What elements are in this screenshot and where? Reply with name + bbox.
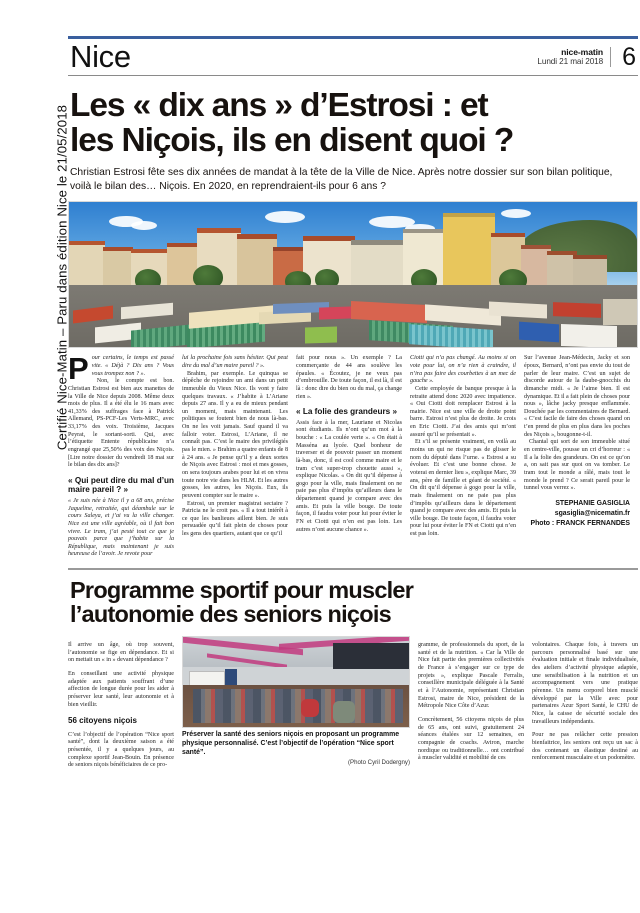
masthead [68, 39, 638, 75]
article1-col4-p2: Cette employée de banque presque à la retraite attend donc 2020 avec impatience. « Oui Ciotti doit remplacer Estrosi à la mairie. Nice est une ville de droite point barre. Estrosi n’est plus de droite. Je crois en Eric Ciotti. J’ai des amis qui m’ont assuré qu’il se présentait ». [410, 385, 516, 438]
article1-column-1 [68, 351, 174, 559]
article1-col3-p2: Assis face à la mer, Lauriane et Nicolas sont étudiants. Ils n’ont qu’un mot à la bouche : « La coulée verte ». « On était à Masséna au lycée. Quel bonheur de traverser et de pouvoir passer un moment là-bas, donc, il est cool comme maire et le tram c’est super-trop chouette aussi », explique Nicolas. « On dit qu’il dépense à gogo pour la ville, mais finalement on ne paie pas plus d’impôts qu’ailleurs dans le département quand je compare avec des amis. Et puis la ville bouge. De toute façon, il faudra voter pour lui pour éviter le FN et Ciotti qui n’en est pas loin. Les autres n’ont aucune chance ». [296, 419, 402, 533]
article1-hero-photo [68, 201, 638, 348]
article1-col3-p1: fait pour nous ». Un exemple ? La commerçante de 44 ans soulève les épaules. « Écoutez, je ne veux pas d’embrouille. De toute façon, il est là, il est là : donc dire du bien ou du mal, ça change rien ». [296, 355, 402, 400]
article1-headline-line2: les Niçois, ils en disent quoi ? [70, 121, 514, 159]
article2-photo-credit: (Photo Cyril Dodergny) [348, 758, 410, 766]
article1-col1-subhead: « Qui peut dire du mal d’un maire pareil ? » [68, 475, 174, 495]
photo-building [443, 213, 495, 295]
article2-col1-p1: Il arrive un âge, où trop souvent, l’autonomie se fige en dépendance. Et si on mettait un « in » devant dépendance ? [68, 641, 174, 664]
photo-market-stall [519, 322, 559, 343]
article2-headline-line1: Programme sportif pour muscler [70, 576, 414, 603]
photo-market-stall [553, 303, 601, 319]
photo-banner [333, 643, 410, 669]
article2-col1-p2: En conseillant une activité physique adaptée aux patients souffrant d’une affection de longue durée pour les aider à préserver leur santé, leur autonomie et à bien vieillir. [68, 671, 174, 708]
article-separator-rule [68, 568, 638, 569]
article1-col1-p1: Pour certains, le temps est passé vite. « Déjà ? Dix ans ? Vous vous trompez non ? ». [68, 351, 174, 387]
article1-columns [68, 351, 638, 559]
article1-col5-p2: Chantal qui sort de son immeuble situé en centre-ville, pousse un cri d’horreur : « Il a la folie des grandeurs. On est ce qu’on a, on sait pas sur quoi on va tomber. Le tram tout le monde a râlé, mais tout le monde le prend ? Ce serait pareil pour le tunnel vous verrez ». [524, 439, 630, 492]
article1-standfirst: Christian Estrosi fête ses dix années de mandat à la tête de la Ville de Nice. Après notre dossier sur son bilan politique, voilà le bilan des… Niçois. En 2020, en reprendraient-ils pour 6 ans ? [70, 167, 613, 192]
byline-author: STEPHANIE GASIGLIA [555, 499, 630, 507]
article1-col2-p1: lui la prochaine fois sans hésiter. Qui peut dire du mal d’un maire pareil ? ». [182, 355, 288, 369]
article1-column-4 [410, 355, 516, 559]
section-title: Nice [70, 39, 131, 74]
article2-headline-line2: l’autonomie des seniors niçois [70, 601, 391, 628]
photo-audience-person [333, 701, 355, 723]
article1-col4-p3: Et s’il se présente vraiment, en voilà au moins un qui ne risque pas de glisser le nom du député dans l’urne. « Estrosi a su évoluer. Et c’est une bonne chose. Je voterai en dernier lieu », explique Marc, 39 ans, père de famille et géant de société. « On dit qu’il dépense à gogo pour la ville, mais finalement on ne paie pas plus d’impôts qu’ailleurs dans le département quand je compare avec des amis. Et puis la ville bouge. De toute façon, il faudra voter pour lui pour éviter le FN et Ciotti qui n’en est pas loin. [410, 439, 516, 538]
article1-byline [524, 499, 630, 529]
article2-photo-caption [182, 731, 410, 767]
photo-audience-person [301, 699, 319, 717]
article2-col5-p2: Pour ne pas relâcher cette pression bienfaitrice, les seniors ont reçu un sac à dos contenant un élastique destiné au renforcement musculaire et un podomètre. [532, 732, 638, 762]
article1-col5-p1: Sur l’avenue Jean-Médecin, Jacky et son époux, Bernard, n’ont pas envie du tout de parler de leur maire. C’est un sujet de discorde autour de la daube-gnocchis du dimanche midi. « Je l’aime bien. Il est dynamique. Et il a fait plein de choses pour nous », lâche jacky presque enflammée. Douchée par les commentaires de Bernard. « C’est facile de faire des choses quand on t’en prend de plus en plus dans les poches des Niçois », bougonne-t-il. [524, 355, 630, 438]
article1-col3-subhead: « La folie des grandeurs » [296, 407, 398, 417]
masthead-date: Lundi 21 mai 2018 [537, 57, 604, 67]
drop-cap: P [68, 351, 89, 387]
article2-photo-block [182, 636, 410, 776]
article2-column-4 [418, 636, 524, 776]
article1-column-2 [182, 355, 288, 559]
photo-market-stall [603, 299, 637, 325]
photo-audience [193, 689, 403, 723]
photo-market-stall [319, 307, 353, 320]
article1-col2-p3: Estrosi, un premier magistrat sectaire ? Patricia ne le croit pas. « Il a tout intérêt à ce que les banlieues aillent bien. Je suis persuadée qu’il fait plein de choses pour les gens des quartiers, autant que ce qu’il [182, 500, 288, 538]
article2-column-1 [68, 636, 174, 776]
photo-market-stall [561, 324, 617, 348]
masthead-brand: nice-matin [561, 47, 604, 58]
certification-text: Certifié Nice-Matin – Paru dans édition Nice le 21/05/2018 [54, 104, 70, 451]
byline-email[interactable]: sgasiglia@nicematin.fr [554, 509, 630, 517]
article1-headline [70, 89, 638, 158]
certification-strip [0, 0, 70, 913]
article1-column-5 [524, 355, 630, 559]
article2-col1-subhead: 56 citoyens niçois [68, 715, 137, 725]
article1-col1-p3: « Je suis née à Nice il y a 68 ans, précise Jaqueline, retraitée, qui déambule sur le cours Saleya, et j’ai vu la ville changer. Nice est une ville agréable, où il fait bon vivre. Le tram, j’ai pesté tout ce que je pouvais parce que j’habite sur la République, mais maintenant je suis heureuse de l’avoir. Je revote pour [68, 498, 174, 558]
article1-col1-p2: Non, le compte est bon. Christian Estrosi est bien aux manettes de la Ville de Nice depuis 2008. Même deux mois de plus. Il a été élu le 16 mars avec 41,33% des suffrages face à Patrick Allemand, PS-PCF-Les Verts-MRC, avec 33,17% des voix. Troisième, Jacques Peyrat, le sortant-sorti. Qui, avec l’étiquette Entente républicaine n’a engrangé que 25,50% des voix des Niçois. [Lire notre dossier du vendredi 18 mai sur le bilan des dix ans]? [68, 378, 174, 469]
article2-col4-p1: gramme, de professionnels du sport, de la santé et de la nutrition. « Car la Ville de Nice fait partie des premières collectivités de France à s’engager sur ce type de projets », explique Pascale Ferralis, conseillère municipale déléguée à la Santé et à l’Autonomie, représentant Christian Estrosi, maire de Nice, président de la Métropole Nice Côte d’Azur. [418, 641, 524, 710]
article2-headline [70, 578, 638, 627]
page-number: 6 [622, 42, 636, 71]
article2-photo-caption-text: Préserver la santé des seniors niçois en proposant un programme physique personnalisé. C’est l’objectif de l’opération “Nice sport santé”. [182, 730, 400, 756]
article2-col4-p2: Concrètement, 56 citoyens niçois de plus de 65 ans, ont suivi, gratuitement 24 séances étalées sur 12 semaines, en compagnie de coachs. Aviron, marche nordique ou traditionnelle… ont contribué à muscler validité et mobilité de ces [418, 717, 524, 762]
photo-market-stall [305, 327, 337, 344]
article1-col4-p1: Ciotti qui n’a pas changé. Au moins si on vote pour lui, on n’a rien à craindre, il n’ira pas faire des courbettes à un mec de gauche ». [410, 355, 516, 385]
page-sheet [68, 0, 638, 913]
article1-headline-line1: Les « dix ans » d’Estrosi : et [70, 87, 488, 125]
article2-col1-p3: C’est l’objectif de l’opération “Nice sport santé”, dont la deuxième saison a été présentée, il y a quelques jours, au complexe sportif Jean-Bouin. En présence de seniors niçois bénéficiaires de ce pro- [68, 731, 174, 769]
article2-col5-p1: volontaires. Chaque fois, à travers un parcours personnalisé basé sur une évaluation initiale et finale individualisée, des ateliers d’activité physique adaptée, une sensibilisation à la nutrition et un accompagnement vers une pratique pérenne. Un menu corporel bien musclé développé par la Ville avec pour partenaires Azur Sport Santé, le CHU de Nice, la caisse de sécurité sociale des travailleurs indépendants. [532, 641, 638, 725]
masthead-bottom-rule [68, 75, 638, 77]
article1-column-3 [296, 355, 402, 559]
article1-col2-p2: Brahim, par exemple. Le quinqua se dépêche de rejoindre un ami dans un petit immeuble du Vieux Nice. Ils vont y faire quelques travaux. « J’habite à L’Ariane depuis 27 ans. Il y a eu de mieux pendant un moment, mais maintenant. Les politiques se foutent bien de nous là-bas. On ne les voit jamais. Sauf quand il va falloir voter. Estrosi, L’Ariane, il ne connaît pas. C’est le maire des privilégiés pas le mien. » Brahim a quatre enfants de 8 à 24 ans. « Je pense qu’il y a deux sortes de Niçois avec Estrosi : moi et mes gosses, on sera toujours arabes pour lui et on vivra toute notre vie dans les HLM. Et les autres gosses, les autres, les Niçois. Eux, ils peuvent compter sur le maire ». [182, 370, 288, 499]
masthead-right [537, 42, 638, 73]
article2-column-5 [532, 636, 638, 776]
article2-photo [182, 636, 410, 728]
byline-photo-credit: Photo : FRANCK FERNANDES [530, 519, 630, 527]
masthead-meta [537, 47, 611, 67]
article2-columns [68, 636, 638, 776]
